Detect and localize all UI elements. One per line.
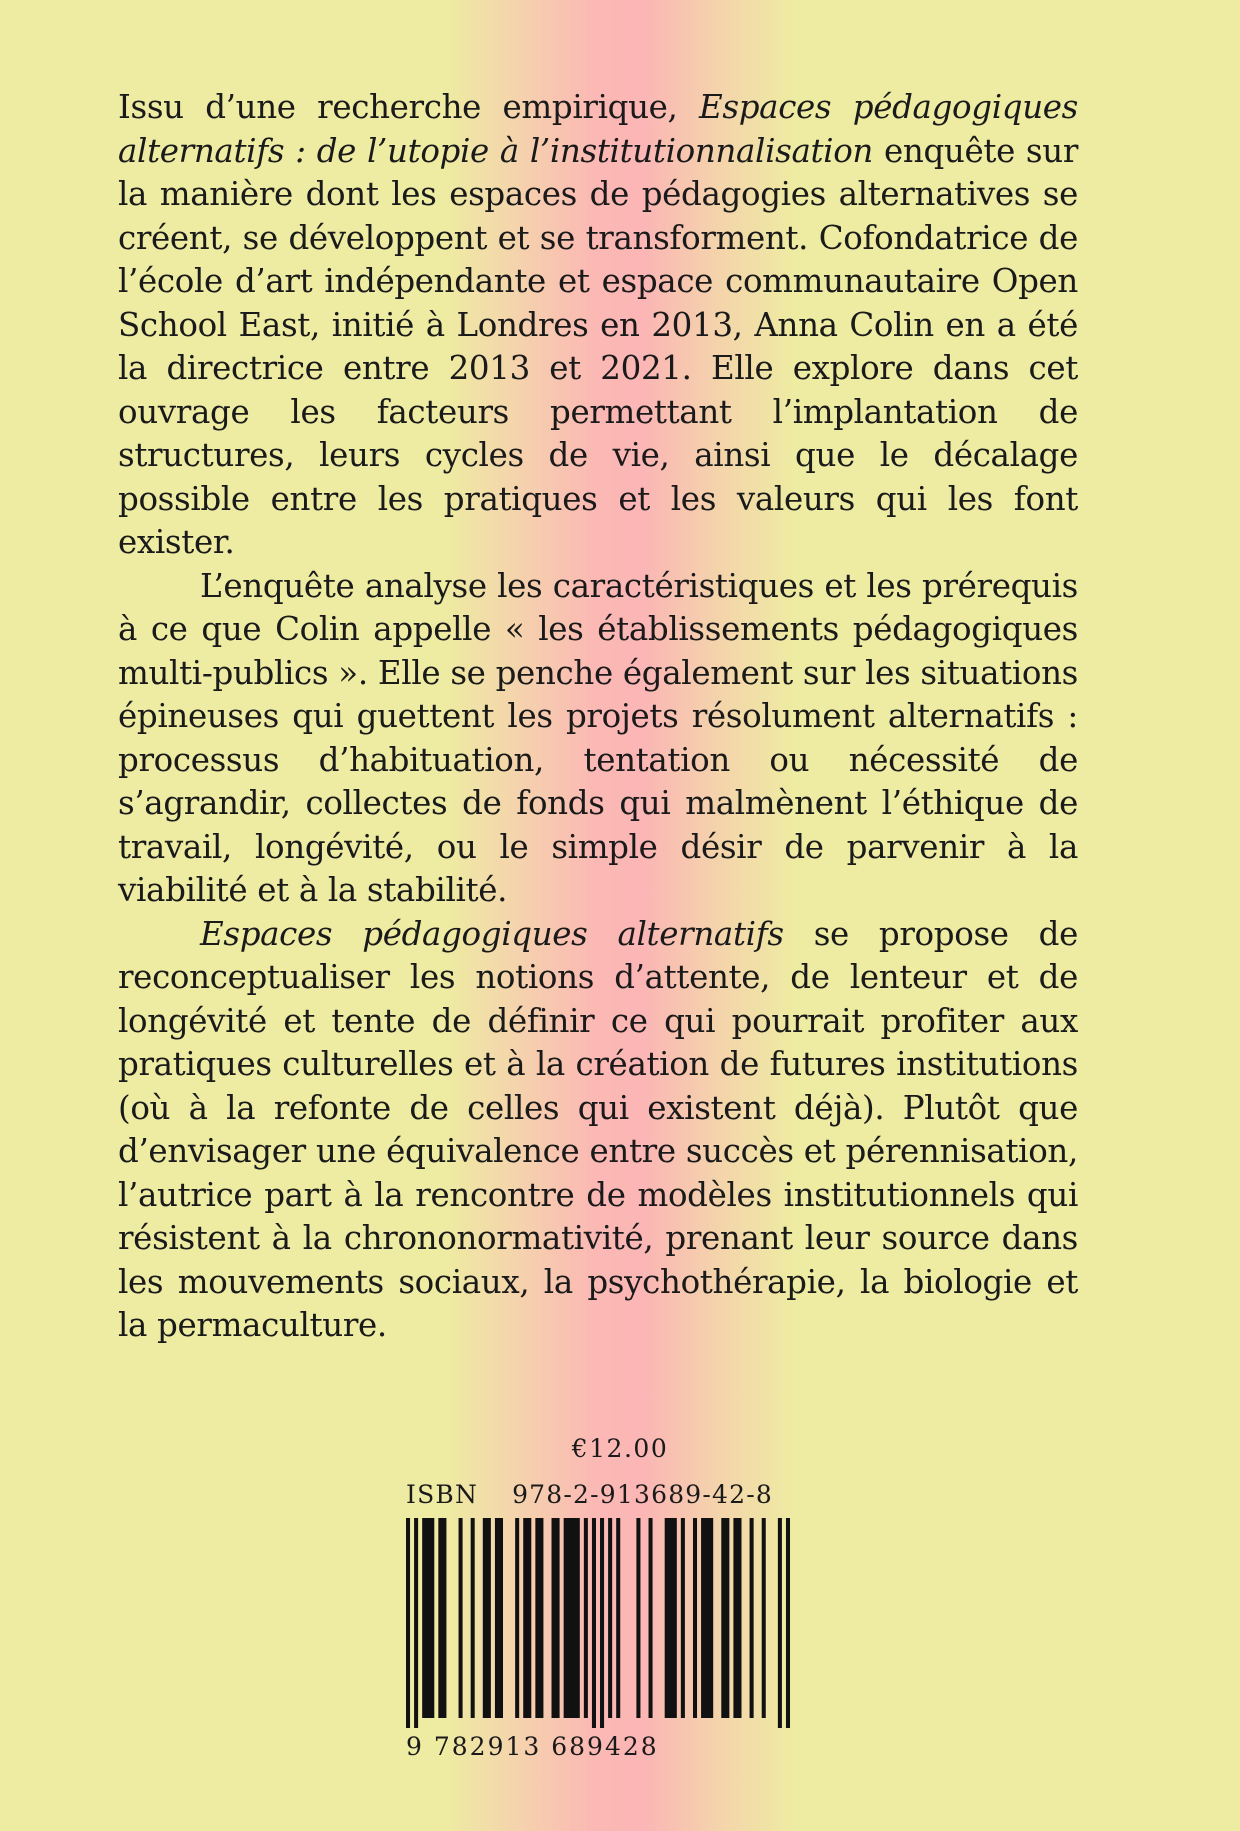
barcode-bar — [564, 1518, 580, 1718]
blurb-p1-body: enquête sur la manière dont les espaces de pédagogies alternatives se créent, se développent et se transforment. Cofondatrice de l’école d’art indépendante et espace communautaire Open School East, initié à Londres en 2013, Anna Colin en a été la directrice entre 2013 et 2021. Elle explore dans cet ouvrage les facteurs permettant l’implantation de structures, leurs cycles de vie, ainsi que le décalage possible entre les pratiques et les valeurs qui les font exister. — [118, 131, 1078, 561]
barcode-bar — [523, 1518, 531, 1718]
barcode-bar — [778, 1518, 782, 1728]
barcode-bar — [616, 1518, 620, 1718]
barcode-bars-graphic — [406, 1518, 790, 1728]
book-title-short-italic: Espaces pédagogiques alternatifs — [200, 914, 784, 953]
barcode — [406, 1518, 790, 1728]
blurb-paragraph-3 — [118, 913, 1078, 1348]
barcode-bar — [786, 1518, 790, 1728]
isbn-label: ISBN — [406, 1480, 479, 1509]
barcode-bar — [592, 1518, 596, 1728]
barcode-bar — [584, 1518, 588, 1718]
barcode-bar — [471, 1518, 475, 1718]
barcode-bar — [406, 1518, 410, 1728]
barcode-bar — [422, 1518, 434, 1718]
barcode-bar — [515, 1518, 519, 1718]
barcode-bar — [608, 1518, 612, 1718]
barcode-digits: 9 782913 689428 — [406, 1732, 659, 1761]
barcode-bar — [762, 1518, 766, 1718]
barcode-bar — [681, 1518, 685, 1718]
blurb-paragraph-2: L’enquête analyse les caractéristiques et les prérequis à ce que Colin appelle « les établissements pédagogiques multi-publics ». Elle se penche également sur les situations épineuses qui guettent les projets résolument alternatifs : processus d’habituation, tentation ou nécessité de s’agrandir, collectes de fonds qui malmènent l’éthique de travail, longévité, ou le simple désir de parvenir à la viabilité et à la stabilité. — [118, 566, 1078, 909]
barcode-bar — [649, 1518, 653, 1718]
barcode-bar — [535, 1518, 543, 1718]
barcode-bar — [693, 1518, 697, 1718]
barcode-bar — [636, 1518, 640, 1718]
book-title-italic: Espaces pédagogiques alternatifs : de l’utopie à l’institutionnalisation — [118, 88, 1078, 170]
price-label: €12.00 — [571, 1434, 669, 1463]
barcode-bar — [483, 1518, 491, 1718]
barcode-bar — [600, 1518, 604, 1728]
barcode-bar — [438, 1518, 446, 1718]
barcode-bar — [552, 1518, 560, 1718]
isbn-number: 978-2-913689-42-8 — [512, 1480, 774, 1509]
blurb-paragraph-1 — [118, 86, 1078, 565]
barcode-bar — [459, 1518, 463, 1718]
blurb-p3-body: se propose de reconceptualiser les notions d’attente, de lenteur et de longévité et tente de définir ce qui pourrait profiter aux pratiques culturelles et à la création de futures institutions (où à la refonte de celles qui existent déjà). Plutôt que d’envisager une équivalence entre succès et pérennisation, l’autrice part à la rencontre de modèles institutionnels qui résistent à la chrononormativité, prenant leur source dans les mouvements sociaux, la psychothérapie, la biologie et la permaculture. — [118, 914, 1078, 1344]
barcode-bar — [750, 1518, 754, 1718]
barcode-bar — [721, 1518, 729, 1718]
barcode-bar — [414, 1518, 418, 1728]
barcode-bar — [495, 1518, 503, 1718]
blurb-p1-intro: Issu d’une recherche empirique, — [118, 88, 700, 126]
barcode-bar — [733, 1518, 741, 1718]
back-cover-blurb — [118, 86, 1078, 1348]
isbn-line — [406, 1480, 773, 1509]
barcode-bar — [665, 1518, 677, 1718]
barcode-bar — [701, 1518, 713, 1718]
